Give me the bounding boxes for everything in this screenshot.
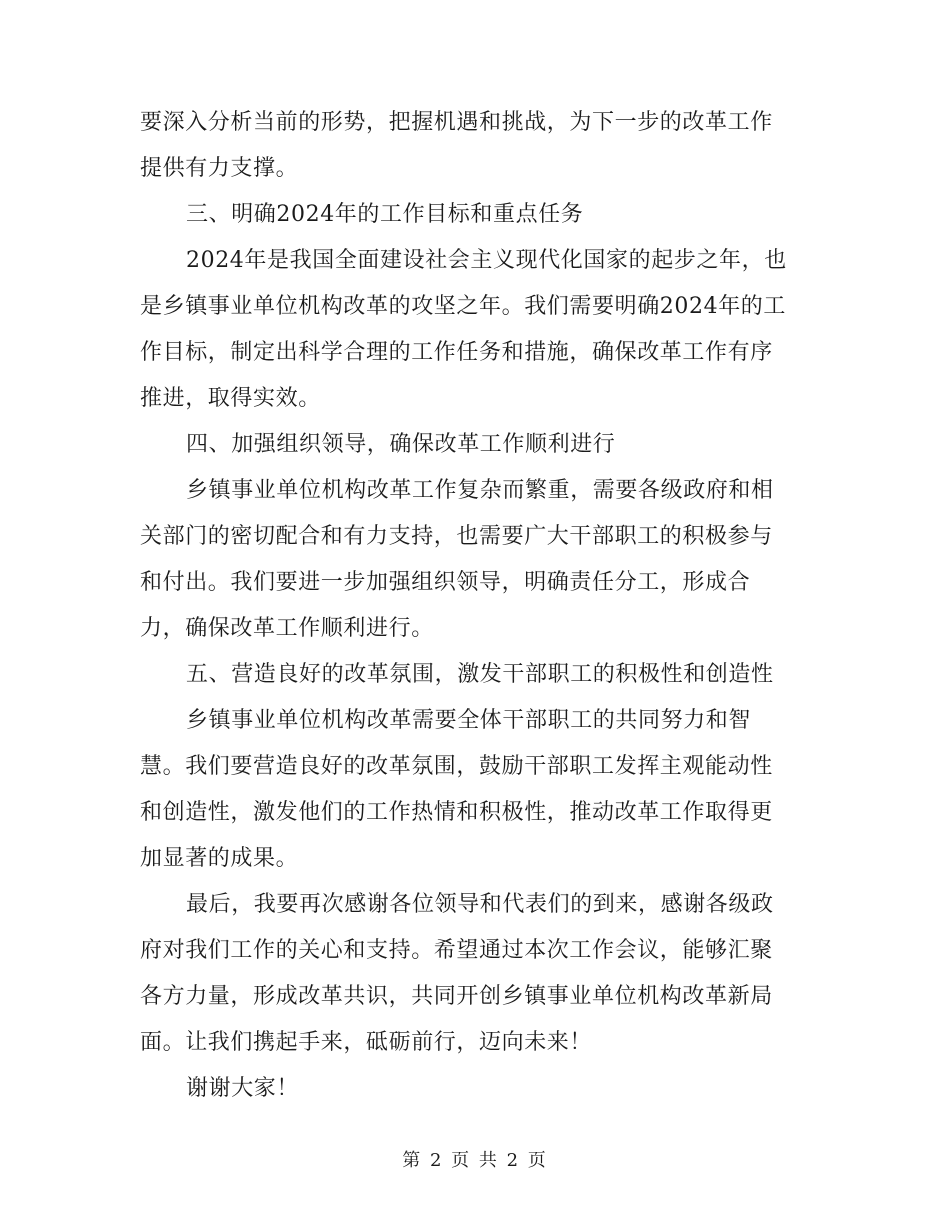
section-heading: 五、营造良好的改革氛围，激发干部职工的积极性和创造性: [186, 662, 774, 687]
text-line: 推进，取得实效。: [140, 386, 321, 411]
text-line: 作目标，制定出科学合理的工作任务和措施，确保改革工作有序: [140, 340, 773, 365]
text-line: 慧。我们要营造良好的改革氛围，鼓励干部职工发挥主观能动性: [140, 754, 773, 779]
text-line: 各方力量，形成改革共识，共同开创乡镇事业单位机构改革新局: [140, 984, 773, 1009]
section-heading: 四、加强组织领导，确保改革工作顺利进行: [186, 432, 616, 457]
text-line: 关部门的密切配合和有力支持，也需要广大干部职工的积极参与: [140, 524, 773, 549]
text-line: 和付出。我们要进一步加强组织领导，明确责任分工，形成合: [140, 570, 751, 595]
text-line: 和创造性，激发他们的工作热情和积极性，推动改革工作取得更: [140, 800, 773, 825]
text-line: 加显著的成果。: [140, 846, 299, 871]
text-line: 是乡镇事业单位机构改革的攻坚之年。我们需要明确2024年的工: [140, 294, 786, 319]
text-line: 最后，我要再次感谢各位领导和代表们的到来，感谢各级政: [186, 892, 774, 917]
text-line: 乡镇事业单位机构改革工作复杂而繁重，需要各级政府和相: [186, 478, 774, 503]
section-heading: 三、明确2024年的工作目标和重点任务: [186, 202, 584, 227]
text-line: 乡镇事业单位机构改革需要全体干部职工的共同努力和智: [186, 708, 752, 733]
text-line: 力，确保改革工作顺利进行。: [140, 616, 434, 641]
closing-line: 谢谢大家！: [186, 1076, 300, 1101]
document-body: [140, 100, 812, 1112]
text-line: 要深入分析当前的形势，把握机遇和挑战，为下一步的改革工作: [140, 110, 773, 135]
text-line: 2024年是我国全面建设社会主义现代化国家的起步之年，也: [186, 248, 787, 273]
text-line: 府对我们工作的关心和支持。希望通过本次工作会议，能够汇聚: [140, 938, 773, 963]
text-line: 提供有力支撑。: [140, 156, 299, 181]
text-line: 面。让我们携起手来，砥砺前行，迈向未来！: [140, 1030, 593, 1055]
page-number-footer: 第 2 页 共 2 页: [402, 1150, 548, 1171]
